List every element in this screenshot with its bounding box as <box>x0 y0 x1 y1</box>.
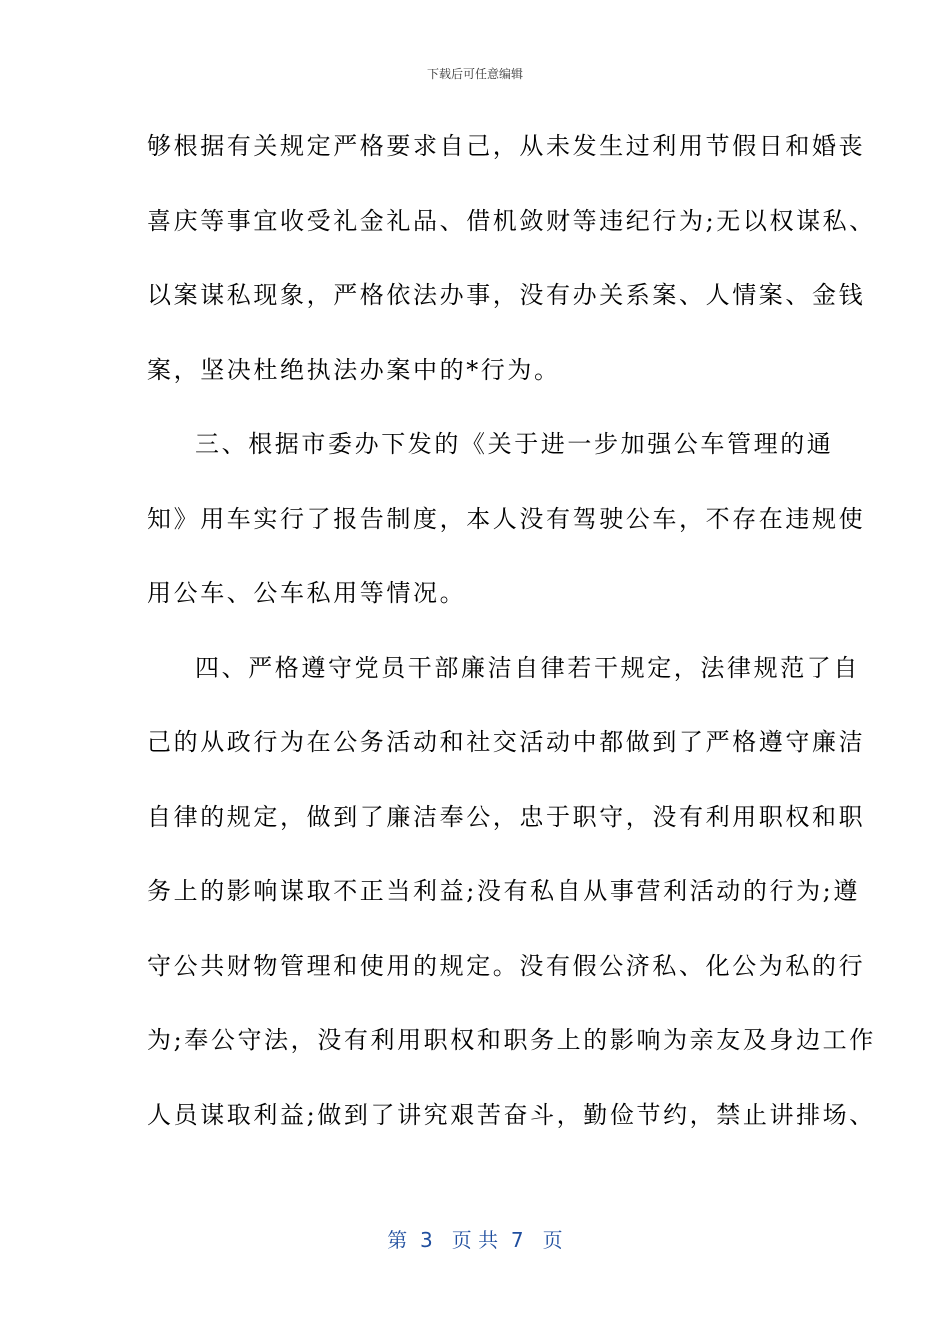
text-line: 自律的规定，做到了廉洁奉公，忠于职守，没有利用职权和职 <box>147 802 866 831</box>
text-line: 够根据有关规定严格要求自己，从未发生过利用节假日和婚丧 <box>147 132 866 160</box>
page-number-footer: 第 3 页 共 7 页 <box>387 1228 563 1252</box>
text-line: 务上的影响谋取不正当利益;没有私自从事营利活动的行为;遵 <box>147 877 860 905</box>
section-three-start: 三、根据市委办下发的《关于进一步加强公车管理的通 <box>195 430 834 458</box>
text-line: 知》用车实行了报告制度，本人没有驾驶公车，不存在违规使 <box>147 504 866 533</box>
text-line: 为;奉公守法，没有利用职权和职务上的影响为亲友及身边工作 <box>147 1026 876 1054</box>
text-line: 案，坚决杜绝执法办案中的*行为。 <box>147 355 561 384</box>
page-header: 下载后可任意编辑 <box>426 67 523 81</box>
text-line: 喜庆等事宜收受礼金礼品、借机敛财等违纪行为;无以权谋私、 <box>147 206 876 235</box>
section-four-start: 四、严格遵守党员干部廉洁自律若干规定，法律规范了自 <box>195 653 860 682</box>
document-body <box>147 122 876 1165</box>
text-line: 人员谋取利益;做到了讲究艰苦奋斗，勤俭节约，禁止讲排场、 <box>147 1100 876 1129</box>
text-line: 用公车、公车私用等情况。 <box>147 579 467 607</box>
text-line: 以案谋私现象，严格依法办事，没有办关系案、人情案、金钱 <box>147 281 866 309</box>
text-line: 己的从政行为在公务活动和社交活动中都做到了严格遵守廉洁 <box>147 728 866 756</box>
text-line: 守公共财物管理和使用的规定。没有假公济私、化公为私的行 <box>147 951 866 980</box>
